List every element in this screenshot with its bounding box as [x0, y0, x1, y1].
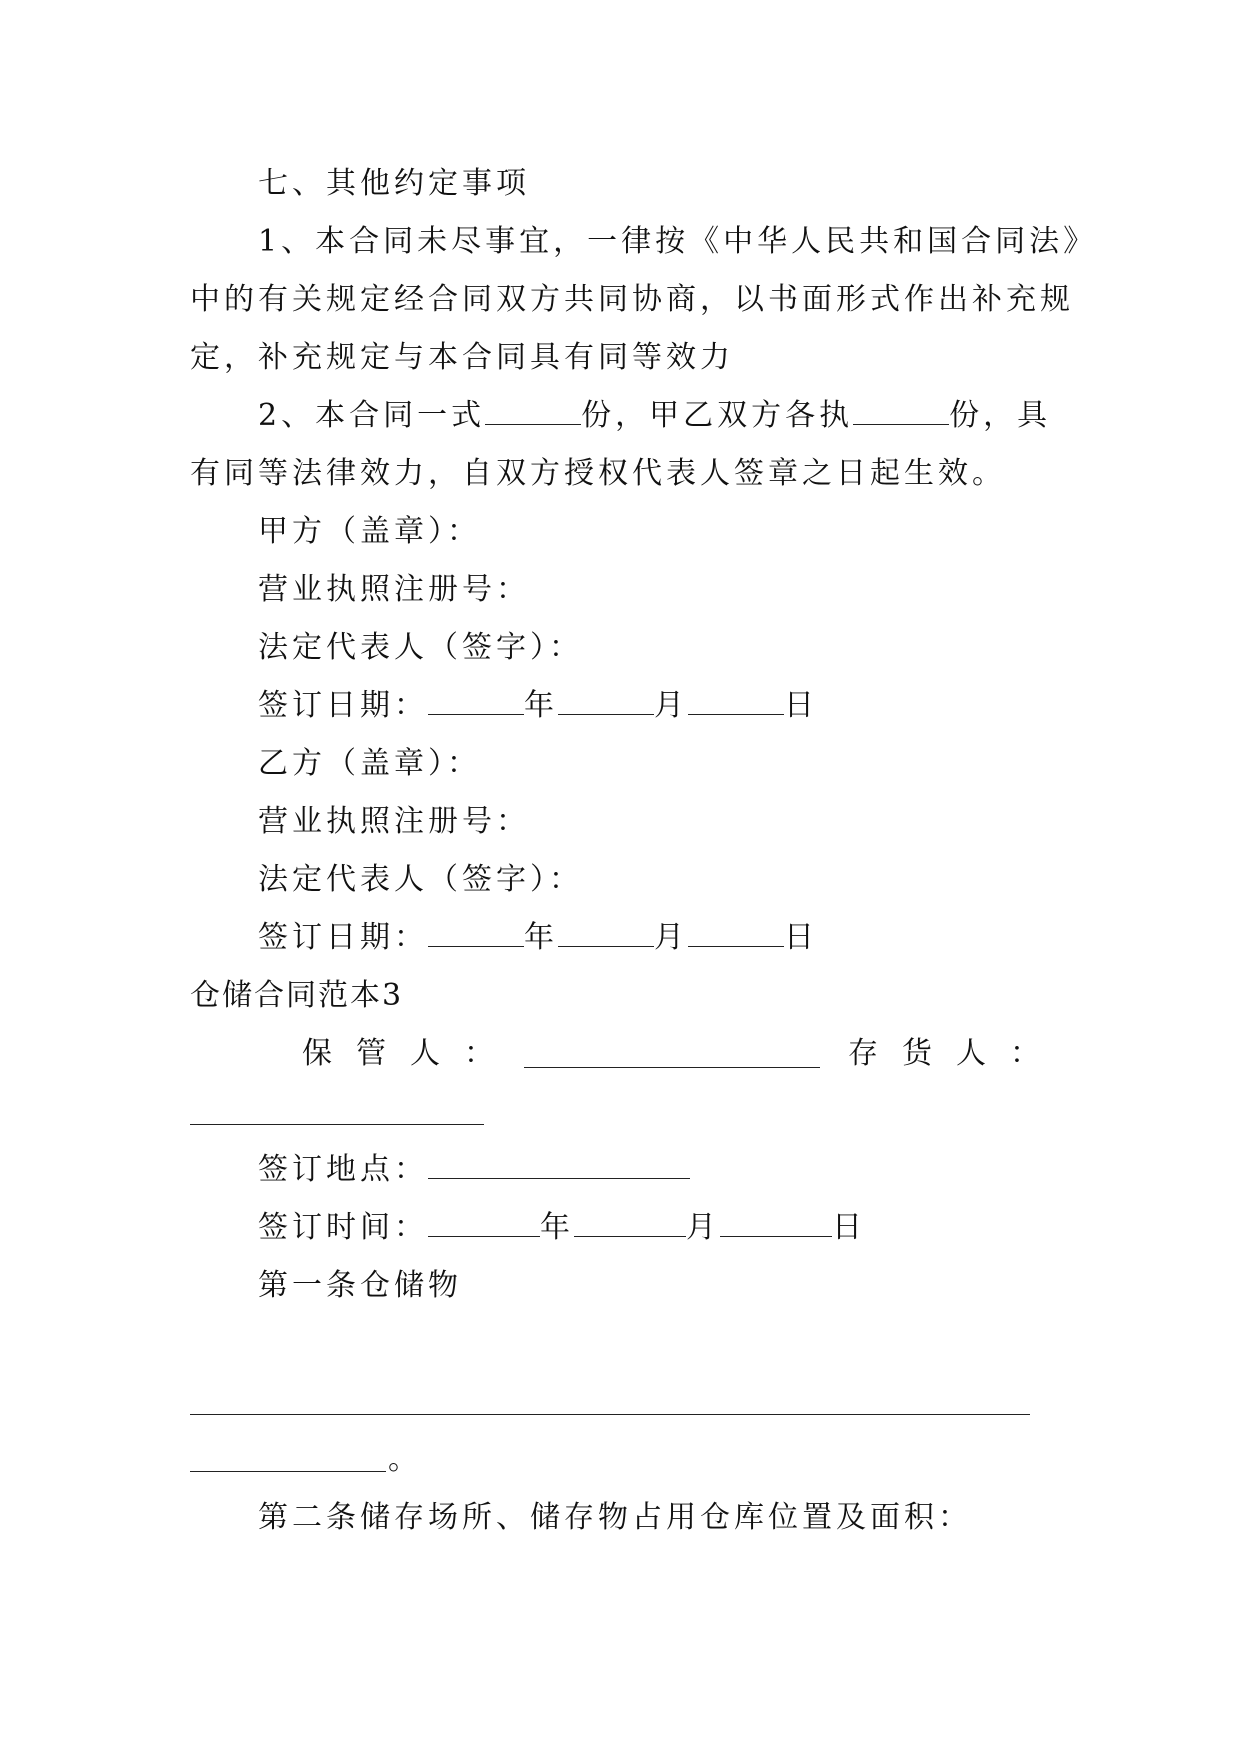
party-b-seal: 乙方（盖章）： [258, 746, 481, 781]
clause-1-line-1: 1、本合同未尽事宜，一律按《中华人民共和国合同法》 [258, 224, 1098, 259]
party-b-rep: 法定代表人（签字）： [258, 862, 583, 897]
day-label: 日 [832, 1210, 866, 1245]
clause-2-part-2: 份，甲乙双方各执 [581, 398, 854, 433]
date-label: 签订日期： [258, 920, 428, 955]
article-1-blank-line [190, 1414, 1030, 1415]
article-1-period: 。 [388, 1442, 422, 1477]
article-2: 第二条储存场所、储存物占用仓库位置及面积： [258, 1500, 972, 1535]
day-blank [688, 688, 784, 715]
day-label: 日 [784, 688, 818, 723]
year-label: 年 [524, 688, 558, 723]
day-blank [688, 920, 784, 947]
month-label: 月 [686, 1210, 720, 1245]
copies-each-blank [853, 398, 949, 425]
date-label: 签订日期： [258, 688, 428, 723]
clause-1-line-2: 中的有关规定经合同双方共同协商，以书面形式作出补充规 [190, 282, 1074, 317]
section-heading: 七、其他约定事项 [258, 166, 530, 201]
time-label: 签订时间： [258, 1210, 428, 1245]
day-label: 日 [784, 920, 818, 955]
party-a-seal: 甲方（盖章）： [258, 514, 481, 549]
year-label: 年 [540, 1210, 574, 1245]
clause-2-line-2: 有同等法律效力，自双方授权代表人签章之日起生效。 [190, 456, 1006, 491]
template-title: 仓储合同范本3 [190, 978, 404, 1013]
clause-2-part-1: 2、本合同一式 [258, 398, 486, 433]
article-1: 第一条仓储物 [258, 1268, 462, 1303]
party-a-date [258, 686, 818, 726]
party-a-rep: 法定代表人（签字）： [258, 630, 583, 665]
copies-total-blank [485, 398, 581, 425]
party-a-license: 营业执照注册号： [258, 572, 530, 607]
signing-time [258, 1208, 866, 1248]
signing-place [258, 1150, 690, 1190]
month-label: 月 [654, 688, 688, 723]
month-blank [558, 688, 654, 715]
year-blank [428, 688, 524, 715]
depositor-blank [190, 1124, 484, 1125]
clause-2-line-1 [258, 396, 1051, 436]
keeper-blank [524, 1067, 820, 1068]
place-label: 签订地点： [258, 1152, 428, 1187]
year-blank [428, 920, 524, 947]
depositor-label: 存货人： [848, 1036, 1064, 1071]
article-1-blank-short [190, 1471, 386, 1472]
month-blank [558, 920, 654, 947]
clause-1-line-3: 定，补充规定与本合同具有同等效力 [190, 340, 734, 375]
year-label: 年 [524, 920, 558, 955]
keeper-label: 保管人： [302, 1036, 518, 1071]
party-b-license: 营业执照注册号： [258, 804, 530, 839]
clause-2-part-3: 份，具 [949, 398, 1052, 433]
month-blank [574, 1210, 686, 1237]
place-blank [428, 1152, 690, 1179]
month-label: 月 [654, 920, 688, 955]
year-blank [428, 1210, 540, 1237]
day-blank [720, 1210, 832, 1237]
party-b-date [258, 918, 818, 958]
